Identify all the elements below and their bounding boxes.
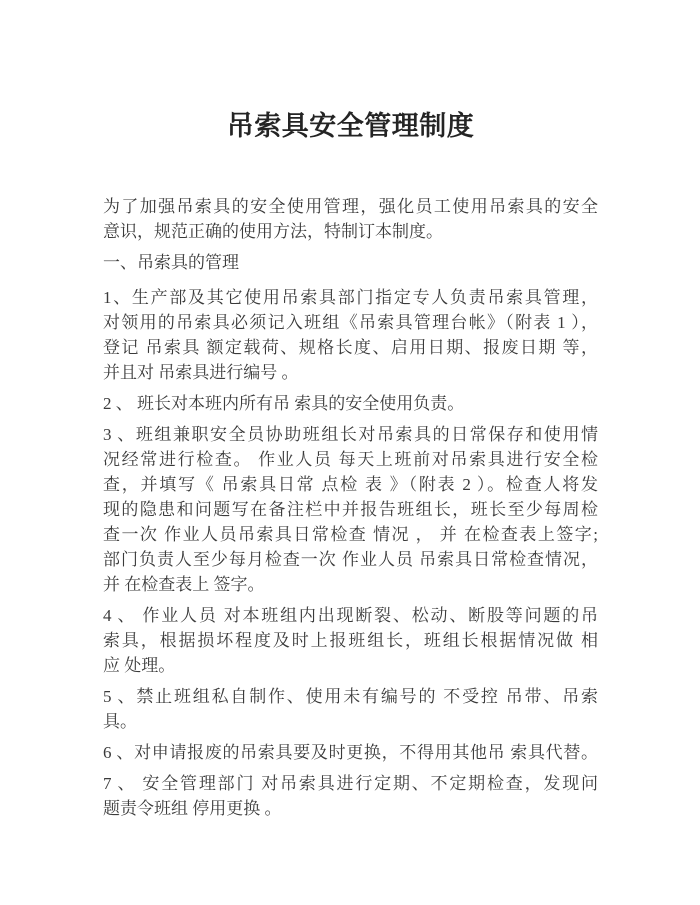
- text-line: 7 、 安全管理部门 对吊索具进行定期、不定期检查，发现问: [103, 774, 598, 793]
- text-line: 应 处理。: [103, 656, 176, 675]
- text-line: 登记 吊索具 额定载荷、规格长度、启用日期、报废日期 等，: [103, 338, 598, 357]
- text-line: 具。: [103, 712, 137, 731]
- text-line: 为了加强吊索具的安全使用管理，强化员工使用吊索具的安全: [103, 197, 598, 216]
- document-body: [103, 194, 598, 821]
- intro-paragraph: [103, 194, 598, 244]
- text-line: 4 、 作业人员 对本班组内出现断裂、松动、断股等问题的吊: [103, 606, 598, 625]
- text-line: 对领用的吊索具必须记入班组《吊索具管理台帐》（附表 1 ），: [103, 313, 598, 332]
- text-line: 一、吊索具的管理: [103, 253, 239, 272]
- text-line: 索具，根据损坏程度及时上报班组长，班组长根据情况做 相: [103, 631, 598, 650]
- item-2: [103, 391, 598, 416]
- document-title: 吊索具安全管理制度: [226, 111, 475, 141]
- text-line: 2 、 班长对本班内所有吊 索具的安全使用负责。: [103, 394, 465, 413]
- text-line: 查，并填写《 吊索具日常 点检 表 》（附表 2 ）。检查人将发: [103, 475, 598, 494]
- item-1: [103, 285, 598, 385]
- text-line: 现的隐患和问题写在备注栏中并报告班组长，班长至少每周检: [103, 500, 598, 519]
- text-line: 6 、对申请报废的吊索具要及时更换，不得用其他吊 索具代替。: [103, 743, 598, 762]
- section-heading-1: [103, 250, 598, 275]
- item-3: [103, 422, 598, 597]
- text-line: 5 、禁止班组私自制作、使用未有编号的 不受控 吊带、吊索: [103, 687, 598, 706]
- text-line: 意识，规范正确的使用方法，特制订本制度。: [103, 222, 443, 241]
- item-7: [103, 771, 598, 821]
- text-line: 并 在检查表上 签字。: [103, 575, 265, 594]
- item-5: [103, 684, 598, 734]
- text-line: 题责令班组 停用更换 。: [103, 799, 282, 818]
- text-line: 部门负责人至少每月检查一次 作业人员 吊索具日常检查情况，: [103, 550, 598, 569]
- item-4: [103, 603, 598, 678]
- text-line: 查一次 作业人员吊索具日常检查 情况 ， 并 在检查表上签字;: [103, 525, 598, 544]
- text-line: 1、生产部及其它使用吊索具部门指定专人负责吊索具管理，: [103, 288, 598, 307]
- text-line: 并且对 吊索具进行编号 。: [103, 363, 299, 382]
- text-line: 况经常进行检查。 作业人员 每天上班前对吊索具进行安全检: [103, 450, 598, 469]
- item-6: [103, 740, 598, 765]
- text-line: 3 、班组兼职安全员协助班组长对吊索具的日常保存和使用情: [103, 425, 598, 444]
